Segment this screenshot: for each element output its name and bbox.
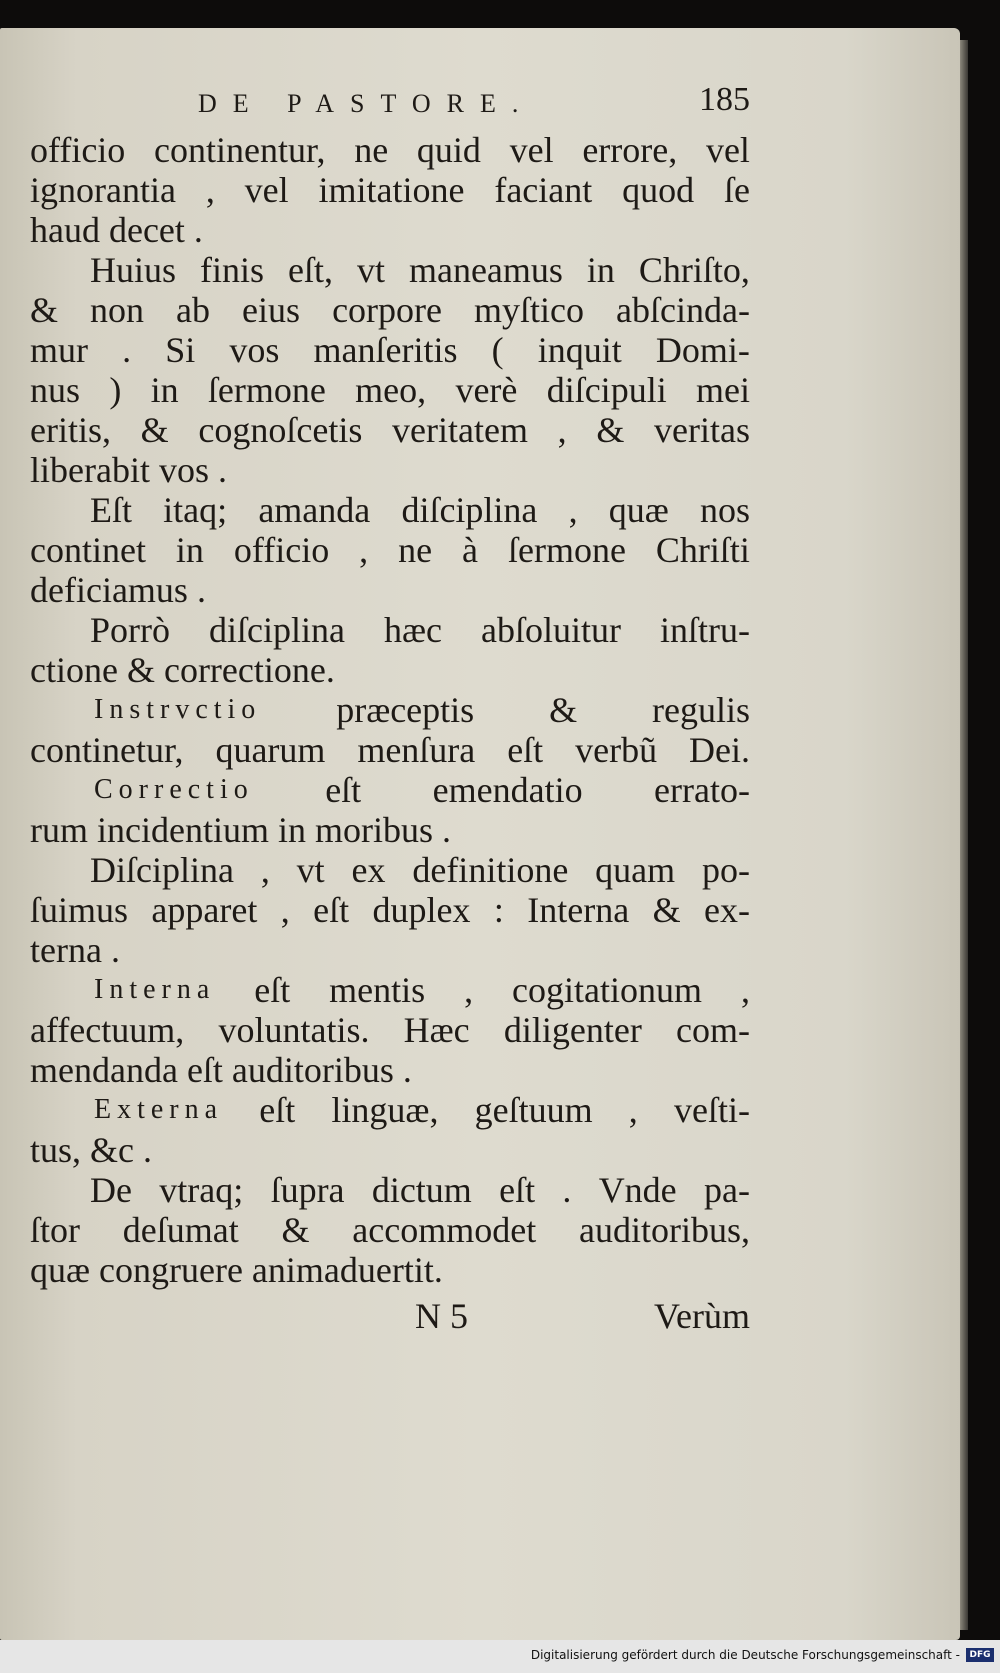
word: officio: [30, 130, 126, 170]
word: De: [90, 1170, 132, 1210]
word: meo,: [355, 370, 427, 410]
word: inquit: [537, 330, 622, 370]
word: vel: [244, 170, 289, 210]
text-line: [30, 170, 750, 210]
word: ,: [359, 530, 369, 570]
line-text: haud decet .: [30, 210, 203, 250]
text-line: [30, 370, 750, 410]
word: myſtico: [474, 290, 585, 330]
word: ne: [398, 530, 433, 570]
word: ,: [205, 170, 215, 210]
word: diſciplina: [209, 610, 345, 650]
text-line: [30, 290, 750, 330]
word: mur: [30, 330, 88, 370]
body-text: [30, 130, 750, 1290]
word: veritatem: [392, 410, 528, 450]
text-line: [30, 410, 750, 450]
text-line: [30, 850, 750, 890]
small-caps-term: Interna: [94, 974, 216, 1005]
word: ſe: [724, 170, 750, 210]
word: Vnde: [598, 1170, 677, 1210]
word: vel: [705, 130, 750, 170]
word: continet: [30, 530, 146, 570]
word: Porrò: [90, 610, 170, 650]
text-line: [30, 450, 750, 490]
word: diſcipuli: [546, 370, 667, 410]
word: ſtor: [30, 1210, 80, 1250]
page-foot: [30, 1294, 750, 1338]
word: Diſciplina: [90, 850, 234, 890]
word: diſciplina: [401, 490, 538, 530]
word: præceptis: [336, 690, 475, 730]
word: vtraq;: [159, 1170, 244, 1210]
word: mentis: [329, 970, 426, 1010]
text-line: [30, 530, 750, 570]
line-text: quæ congruere animaduertit.: [30, 1250, 443, 1290]
word: (: [491, 330, 504, 370]
word: ſermone: [507, 530, 626, 570]
word: Chriſti: [655, 530, 750, 570]
word: in: [586, 250, 615, 290]
word: manſeritis: [313, 330, 458, 370]
word: ,: [464, 970, 474, 1010]
word: errato-: [654, 770, 750, 810]
text-line: [30, 250, 750, 290]
word: vt: [356, 250, 385, 290]
word: imitatione: [318, 170, 465, 210]
line-text: deficiamus .: [30, 570, 206, 610]
word: ,: [260, 850, 270, 890]
line-text: terna .: [30, 930, 120, 970]
text-line: [30, 730, 750, 770]
word: accommodet: [352, 1210, 537, 1250]
small-caps-term: Correctio: [94, 774, 254, 805]
word: mei: [696, 370, 750, 410]
word: ſuimus: [30, 890, 129, 930]
word: Si: [165, 330, 196, 370]
text-line: [30, 1010, 750, 1050]
text-line: [30, 130, 750, 170]
word: &: [652, 890, 681, 930]
line-text: liberabit vos .: [30, 450, 227, 490]
word: quid: [416, 130, 481, 170]
book-page: [0, 28, 960, 1640]
word: eſt: [507, 730, 544, 770]
word: geſtuum: [474, 1090, 593, 1130]
word: &: [596, 410, 625, 450]
word: .: [122, 330, 132, 370]
line-text: tus, &c .: [30, 1130, 152, 1170]
word: apparet: [151, 890, 258, 930]
word: &: [549, 690, 578, 730]
word: in: [150, 370, 179, 410]
word: ,: [740, 970, 750, 1010]
text-line: [30, 1170, 750, 1210]
word: verbũ: [575, 730, 658, 770]
word: eſt: [254, 970, 291, 1010]
word: vt: [296, 850, 325, 890]
word: vos: [229, 330, 280, 370]
word: definitione: [412, 850, 569, 890]
word: veritas: [654, 410, 750, 450]
word: quam: [595, 850, 676, 890]
word: :: [493, 890, 504, 930]
word: eſt,: [288, 250, 333, 290]
word: affectuum,: [30, 1010, 185, 1050]
word: nus: [30, 370, 81, 410]
word: corpore: [332, 290, 442, 330]
word: in: [175, 530, 204, 570]
text-line: [30, 690, 750, 730]
word: linguæ,: [331, 1090, 439, 1130]
line-text: mendanda eſt auditoribus .: [30, 1050, 412, 1090]
word: ne: [354, 130, 389, 170]
text-line: [30, 970, 750, 1010]
word: &: [140, 410, 169, 450]
word: &: [30, 290, 59, 330]
word: Interna: [527, 890, 630, 930]
text-line: [30, 1050, 750, 1090]
page-number: 185: [699, 81, 750, 118]
word: Huius: [90, 250, 177, 290]
word: ſupra: [270, 1170, 345, 1210]
text-line: [30, 1250, 750, 1290]
word: pa-: [703, 1170, 750, 1210]
word: errore,: [582, 130, 678, 170]
word: eſt: [313, 890, 350, 930]
text-line: [30, 1090, 750, 1130]
text-line: [30, 930, 750, 970]
word: nos: [699, 490, 750, 530]
word: eſt: [325, 770, 362, 810]
word: po-: [701, 850, 750, 890]
word: eſt: [259, 1090, 296, 1130]
word: finis: [200, 250, 265, 290]
line-text: ctione & correctione.: [30, 650, 335, 690]
text-line: [30, 810, 750, 850]
text-line: [30, 330, 750, 370]
text-line: [30, 1210, 750, 1250]
word: ab: [176, 290, 211, 330]
digitization-footer: [0, 1640, 1000, 1673]
running-head: [30, 78, 750, 130]
word: ,: [280, 890, 290, 930]
word: Chriſto,: [638, 250, 750, 290]
word: itaq;: [163, 490, 228, 530]
word: vel: [509, 130, 554, 170]
word: deſumat: [122, 1210, 239, 1250]
word: quæ: [608, 490, 669, 530]
word: ,: [557, 410, 567, 450]
word: à: [462, 530, 479, 570]
word: Dei.: [689, 730, 750, 770]
word: faciant: [494, 170, 593, 210]
word: veſti-: [673, 1090, 750, 1130]
word: &: [281, 1210, 310, 1250]
word: regulis: [651, 690, 750, 730]
text-line: [30, 610, 750, 650]
word: com-: [676, 1010, 750, 1050]
word: eius: [242, 290, 301, 330]
word: continentur,: [154, 130, 326, 170]
word: ex-: [704, 890, 750, 930]
word: continetur,: [30, 730, 184, 770]
catchword: Verùm: [654, 1296, 750, 1336]
word: .: [562, 1170, 572, 1210]
funding-credit: Digitalisierung gefördert durch die Deutsche Forschungsgemeinschaft -: [530, 1648, 960, 1662]
word: Eſt: [90, 490, 132, 530]
word: Domi-: [655, 330, 750, 370]
word: abſcinda-: [616, 290, 750, 330]
word: ex: [351, 850, 386, 890]
word: diligenter: [503, 1010, 642, 1050]
word: inſtru-: [660, 610, 750, 650]
word: ): [109, 370, 122, 410]
word: cogitationum: [512, 970, 702, 1010]
word: quarum: [215, 730, 326, 770]
text-line: [30, 650, 750, 690]
word: maneamus: [408, 250, 563, 290]
word: eſt: [499, 1170, 536, 1210]
dfg-logo-icon: DFG: [966, 1648, 994, 1662]
text-block: [30, 78, 750, 1338]
word: auditoribus,: [578, 1210, 750, 1250]
small-caps-term: Externa: [94, 1094, 224, 1125]
page-edge: [960, 40, 968, 1630]
word: emendatio: [432, 770, 583, 810]
word: quod: [622, 170, 695, 210]
text-line: [30, 1130, 750, 1170]
word: verè: [455, 370, 518, 410]
text-line: [30, 570, 750, 610]
text-line: [30, 210, 750, 250]
word: abſoluitur: [481, 610, 621, 650]
word: eritis,: [30, 410, 111, 450]
text-line: [30, 890, 750, 930]
word: amanda: [258, 490, 371, 530]
running-head-title: DE PASTORE.: [198, 89, 535, 118]
word: officio: [233, 530, 330, 570]
word: hæc: [384, 610, 442, 650]
word: ,: [568, 490, 578, 530]
text-line: [30, 770, 750, 810]
text-line: [30, 490, 750, 530]
word: dictum: [371, 1170, 472, 1210]
word: menſura: [357, 730, 476, 770]
word: ſermone: [207, 370, 326, 410]
line-text: rum incidentium in moribus .: [30, 810, 451, 850]
word: non: [90, 290, 145, 330]
word: Hæc: [403, 1010, 470, 1050]
small-caps-term: Instrvctio: [94, 694, 262, 725]
word: ignorantia: [30, 170, 176, 210]
word: voluntatis.: [218, 1010, 370, 1050]
word: cognoſcetis: [198, 410, 363, 450]
word: duplex: [372, 890, 471, 930]
signature-mark: N 5: [415, 1296, 468, 1336]
word: ,: [628, 1090, 638, 1130]
